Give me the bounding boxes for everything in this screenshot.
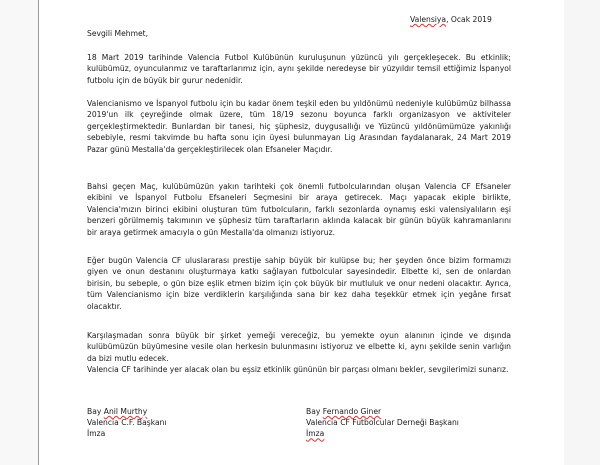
date-city: Valensiya	[410, 15, 447, 24]
salutation: Sevgili Mehmet,	[87, 29, 149, 38]
left-workspace-margin	[0, 0, 38, 465]
signer-role-right: Valencia CF Futbolcular Derneği Başkanı	[306, 418, 459, 428]
right-workspace-margin	[563, 0, 600, 465]
paragraph-dinner: Karşılaşmadan sonra büyük bir şirket yemeği vereceğiz, bu yemekte oyun alanının içinde ve dışında kulübümüzün büyümesine vesile olan herkesin bulunmasını istiyoruz ve elbette ki, aynı şekilde senin varlığın da bizi mutlu edecek.	[87, 331, 511, 363]
paragraph-anniversary: 18 Mart 2019 tarihinde Valencia Futbol Kulübünün kuruluşunun yüzüncü yılı gerçekleşecek. Bu etkinlik; kulübümüz, oyuncularımız ve taraftarlarımız için, aynı şekilde neredeyse bir yüzyıldır temsil ettiğimiz İspanyol futbolu için de büyük bir gurur nedenidir.	[87, 53, 511, 85]
letter-date	[410, 14, 492, 25]
date-text: , Ocak 2019	[446, 15, 492, 24]
paragraph-legends-match: Valencianismo ve İspanyol futbolu için bu kadar önem teşkil eden bu yıldönümü nedeniyle kulübümüz bilhassa 2019'un ilk çeyreğinde olmak üzere, tüm 18/19 sezonu boyunca farklı organizasyon ve aktiviteler gerçekleştirmektedir. Bunlardan bir tanesi, hiç şüphesiz, duygusallığı ve Yüzüncü yıldönümümüze yakınlığı sebebiyle, resmi takvimde bu hafta sonu için üyesi bulunmayan Lig Arasından faydalanarak, 24 Mart 2019 Pazar günü Mestalla'da gerçekleştirilecek olan Efsaneler Maçıdır.	[87, 99, 511, 154]
signature-label-left: İmza	[87, 429, 106, 439]
signer-name-right: Bay Fernando Giner	[306, 407, 382, 416]
signature-block-right	[306, 406, 459, 440]
signature-label-right: İmza	[306, 429, 325, 439]
signer-name-left: Bay Anil Murthy	[87, 407, 148, 416]
paragraph-match-details: Bahsi geçen Maç, kulübümüzün yakın tarihteki çok önemli futbolcularından oluşan Valencia CF Efsaneler ekibini ve İspanyol Futbolu Efsaneleri Seçmesini bir araya getirecek. Maçı yapacak ekiple birlikte, Valencia'mızın birinci ekibini oluşturan tüm futbolcuların, farklı sezonlarda oynamış eski valensiyalıların eşi benzeri görülmemiş takımının ve şüphesiz tüm taraftarların aklında kalacak bir günün büyük kahramanlarını bir araya getirmek amacıyla o gün Mestalla'da olmanızı istiyoruz.	[87, 182, 511, 237]
paragraph-closing: Valencia CF tarihinde yer alacak olan bu eşsiz etkinlik gününün bir parçası olmanı bekler, sevgilerimizi sunarız.	[87, 365, 509, 374]
signature-block-left	[87, 406, 167, 440]
document-page[interactable]	[38, 0, 564, 465]
signer-role-left: Valencia C.F. Başkanı	[87, 418, 167, 428]
paragraph-invitation: Eğer bugün Valencia CF uluslararası prestije sahip büyük bir kulüpse bu; her şeyden önce bizim formamızı giyen ve onun destanını oluşturmaya katkı sağlayan futbolcular sayesindedir. Elbette ki, sen de onlardan birisin, bu sebeple, o gün bize eşlik etmen bizim için çok büyük bir mutluluk ve onur nedeni olacaktır. Ayrıca, tüm Valencianismo için bize verdiklerin karşılığında sana bir kez daha teşekkür etmek için yegâne fırsat olacaktır.	[87, 256, 511, 311]
